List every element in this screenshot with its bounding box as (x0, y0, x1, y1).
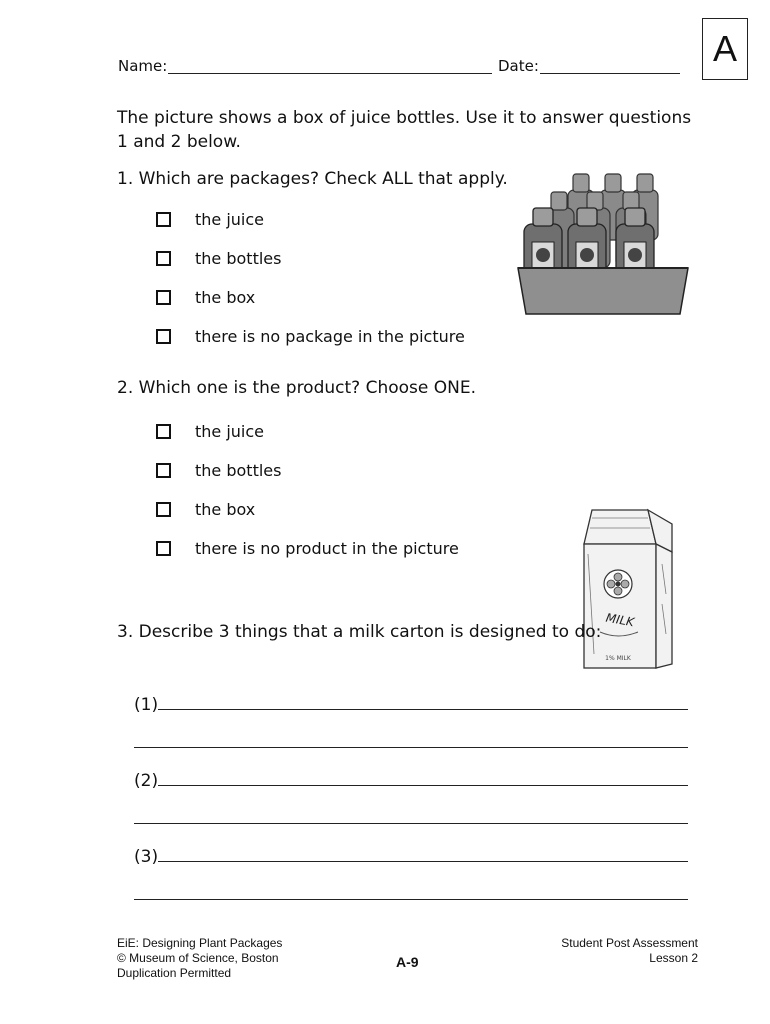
footer-left (117, 936, 282, 981)
answer-line-3b[interactable] (134, 899, 688, 900)
footer-copyright: © Museum of Science, Boston (117, 951, 279, 965)
date-line[interactable] (540, 73, 680, 74)
milk-small-label: 1% MILK (605, 655, 631, 662)
answer-line-1a[interactable] (158, 709, 688, 710)
checkbox[interactable] (156, 290, 171, 305)
checkbox[interactable] (156, 463, 171, 478)
q1-option-1[interactable]: the juice (156, 209, 264, 229)
answer-line-2b[interactable] (134, 823, 688, 824)
q2-option-1[interactable]: the juice (156, 421, 264, 441)
answer-label-1: (1) (134, 695, 159, 715)
checkbox[interactable] (156, 251, 171, 266)
answer-line-1b[interactable] (134, 747, 688, 748)
form-letter-box (702, 18, 748, 80)
answer-label-2: (2) (134, 771, 159, 791)
footer-lesson: Lesson 2 (649, 951, 698, 965)
name-line[interactable] (168, 73, 492, 74)
answer-line-3a[interactable] (158, 861, 688, 862)
question-2-prompt: 2. Which one is the product? Choose ONE. (117, 378, 477, 398)
question-3-prompt: 3. Describe 3 things that a milk carton is designed to do: (117, 622, 602, 642)
checkbox[interactable] (156, 541, 171, 556)
q1-option-3[interactable]: the box (156, 287, 255, 307)
checkbox[interactable] (156, 502, 171, 517)
q2-option-2[interactable]: the bottles (156, 460, 281, 480)
footer-right (470, 936, 698, 966)
milk-label: MILK (604, 610, 636, 630)
q1-option-2[interactable]: the bottles (156, 248, 281, 268)
checkbox[interactable] (156, 329, 171, 344)
answer-line-2a[interactable] (158, 785, 688, 786)
milk-carton-illustration (578, 504, 678, 674)
checkbox[interactable] (156, 212, 171, 227)
footer-course: EiE: Designing Plant Packages (117, 936, 283, 950)
q2-option-4[interactable]: there is no product in the picture (156, 538, 459, 558)
form-letter: A (712, 28, 737, 69)
question-1-prompt: 1. Which are packages? Check ALL that apply. (117, 169, 508, 189)
checkbox[interactable] (156, 424, 171, 439)
footer-permission: Duplication Permitted (117, 966, 232, 980)
name-label: Name: (118, 57, 168, 75)
footer-assessment: Student Post Assessment (561, 936, 698, 950)
page-number: A-9 (396, 954, 419, 970)
date-label: Date: (498, 57, 539, 75)
q1-option-4[interactable]: there is no package in the picture (156, 326, 465, 346)
juice-box-illustration (516, 168, 690, 318)
answer-label-3: (3) (134, 847, 159, 867)
q2-option-3[interactable]: the box (156, 499, 255, 519)
intro-text: The picture shows a box of juice bottles. Use it to answer questions 1 and 2 below. (117, 108, 692, 152)
